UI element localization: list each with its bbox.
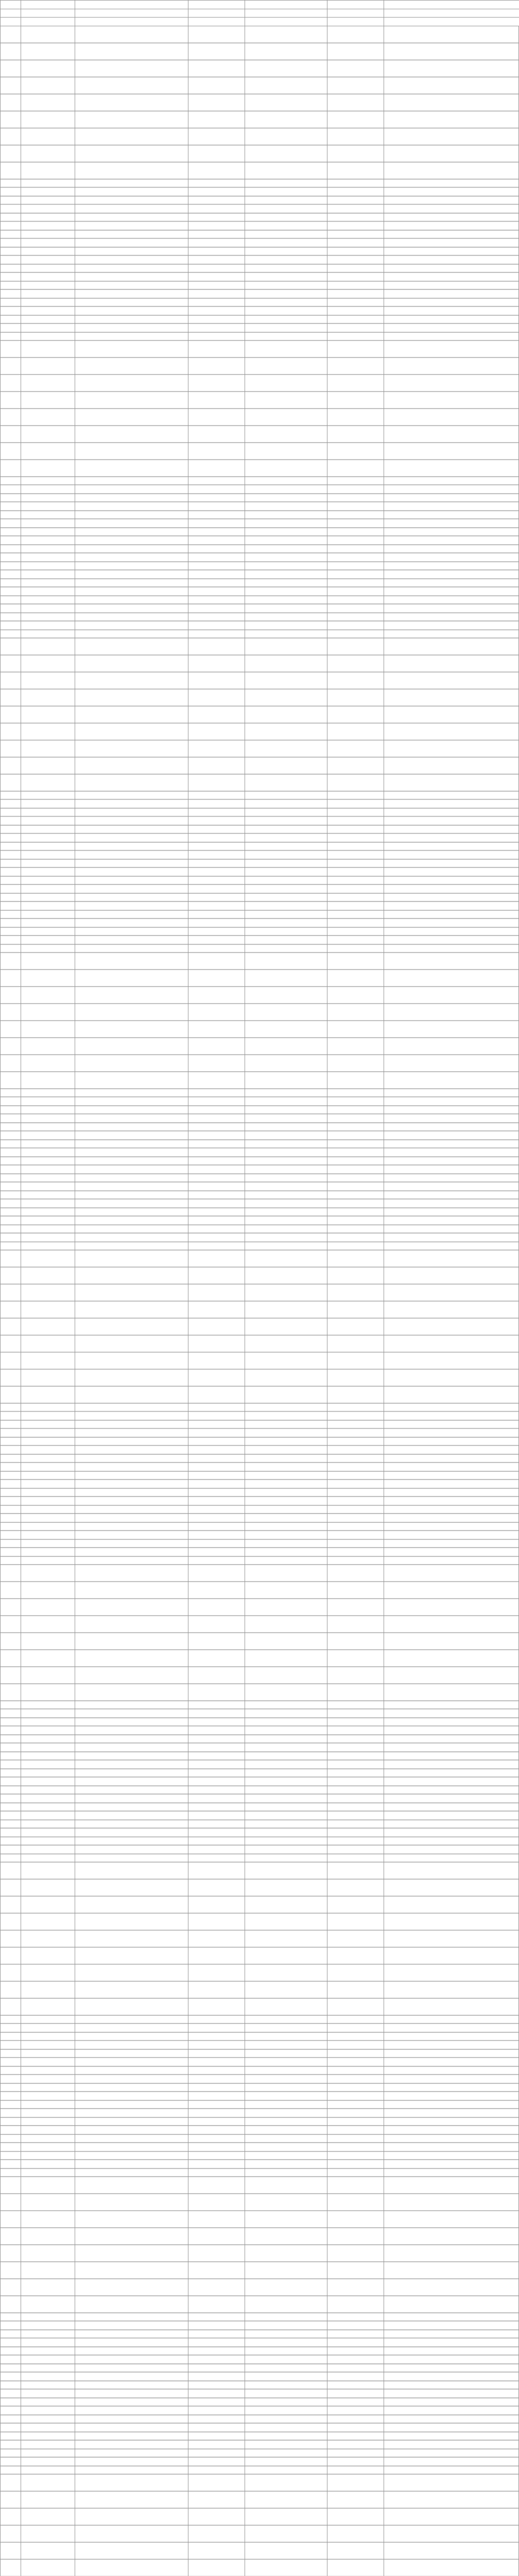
cell-row-number bbox=[1, 18, 21, 26]
table-ruled-area bbox=[0, 26, 519, 2576]
cell-work-type bbox=[245, 18, 327, 26]
cell-position-type bbox=[188, 18, 245, 26]
cell-company-name bbox=[75, 1, 188, 9]
data-table bbox=[0, 0, 519, 26]
cell-work-type bbox=[245, 9, 327, 18]
cell-person-name bbox=[21, 9, 75, 18]
cell-position-type bbox=[188, 1, 245, 9]
cell-cert-type bbox=[327, 18, 384, 26]
cell-company-name bbox=[75, 9, 188, 18]
cell-department bbox=[384, 1, 519, 9]
cell-row-number bbox=[1, 1, 21, 9]
cell-cert-type bbox=[327, 1, 384, 9]
cell-row-number bbox=[1, 9, 21, 18]
cell-company-name bbox=[75, 18, 188, 26]
cell-department bbox=[384, 9, 519, 18]
cell-person-name bbox=[21, 18, 75, 26]
cell-cert-type bbox=[327, 9, 384, 18]
cell-department bbox=[384, 18, 519, 26]
cell-person-name bbox=[21, 1, 75, 9]
cell-position-type bbox=[188, 9, 245, 18]
cell-work-type bbox=[245, 1, 327, 9]
